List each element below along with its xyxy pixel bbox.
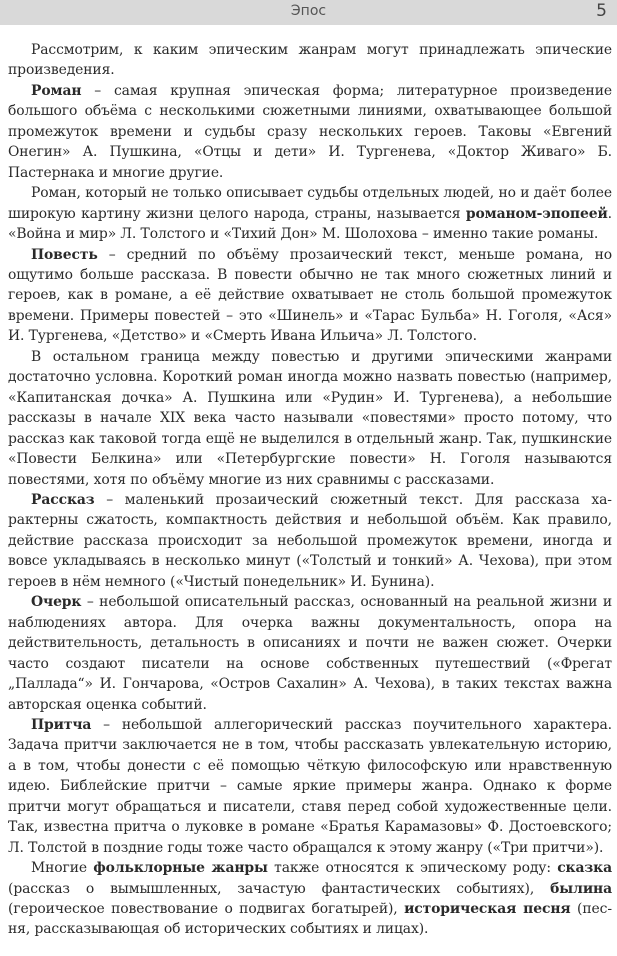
paragraph (8, 40, 612, 81)
paragraph (8, 858, 612, 940)
term-bold: Повесть (31, 246, 98, 263)
text-run: (рассказ о вымышленных, зачастую фантастических событиях), (8, 880, 551, 897)
running-title: Эпос (290, 3, 327, 19)
paragraph (8, 347, 612, 490)
text-run: – самая крупная эпическая форма; литературное произведение большого объёма с несколькими сюжетными линиями, охватывающее большой промежуток времени и судьбы сразу нескольких героев. Таковы «Евгений Онегин» А. Пушкина, «Отцы и дети» И. Тургенева, «Доктор Живаго» Б. Пастернака и многие другие. (8, 82, 612, 181)
text-run: (песня, рассказывающая об исторических событиях и лицах). (8, 901, 613, 938)
term-bold: былина (550, 880, 612, 897)
term-bold: фольклорные жанры (93, 860, 268, 877)
term-bold: Притча (31, 716, 92, 733)
term-bold: Роман (31, 82, 82, 99)
text-run: В остальном граница между повестью и другими эпическими жанрами достаточно условна. Короткий роман иногда можно назвать повестью (например, «Капитанская дочка» А. Пушкина или «Рудин» И. Тургенева), а небольшие рассказы в начале XIX века часто называли «повестями» просто потому, что рассказ как таковой тогда ещё не выделился в отдельный жанр. Так, пушкинские «Повести Белкина» или «Петербургские повести» Н. Гоголя называются повестями, хотя по объёму многие из них сравнимы с рассказами. (8, 348, 612, 488)
text-run: (героическое повествование о подвигах богатырей), (8, 901, 405, 918)
text-run: также относятся к эпическому роду: (267, 860, 558, 877)
text-run: . «Война и мир» Л. Толстого и «Тихий Дон» М. Шолохова – именно такие романы. (8, 205, 612, 243)
paragraph (8, 715, 612, 858)
text-run: Рассмотрим, к каким эпическим жанрам могут принадлежать эпические произведения. (8, 42, 612, 79)
text-run: Многие (31, 860, 94, 877)
term-bold: Очерк (31, 594, 82, 611)
term-bold: романом-эпопеей (465, 205, 608, 222)
term-bold: Рассказ (31, 491, 95, 508)
paragraph (8, 183, 612, 244)
paragraph (8, 592, 612, 715)
running-header (0, 0, 617, 25)
text-run: – маленький прозаический сюжетный текст. Для рассказа характерны сжатость, компактность действия и небольшой объём. Как правило, действие рассказа происходит за небольшой промежуток времени, иногда и вовсе укладываясь в несколько минут («Толстый и тонкий» А. Чехова), при этом героев в нём немного («Чистый понедельник» И. Бунина). (8, 491, 612, 590)
paragraph (8, 490, 612, 592)
text-run: – небольшой описательный рассказ, основанный на реальной жизни и наблюдениях автора. Для очерка важны документальность, опора на действительность, детальность в описаниях и почти не важен сюжет. Очерки часто создают писатели на основе собственных путешествий («Фрегат „Паллада“» И. Гончарова, «Остров Сахалин» А. Чехова), в таких текстах важна авторская оценка событий. (8, 594, 612, 713)
text-run: Роман, который не только описывает судьбы отдельных людей, но и даёт более широкую картину жизни целого народа, страны, называется (8, 185, 612, 222)
paragraph (8, 81, 612, 183)
page-number: 5 (596, 1, 607, 21)
paragraph (8, 245, 612, 347)
body-text (8, 40, 612, 940)
text-run: – небольшой аллегорический рассказ поучительного характера. Задача притчи заключается не в том, чтобы рассказать увлекательную историю, а в том, чтобы донести с её помощью чёткую философскую или нравственную идею. Библейские притчи – самые яркие примеры жанра. Однако к форме притчи могут обращаться и писатели, ставя перед собой художественные цели. Так, известна притча о луковке в романе «Братья Карамазовы» Ф. Достоевского; Л. Толстой в поздние годы тоже часто обращался к этому жанру («Три притчи»). (8, 716, 612, 856)
text-run: – средний по объёму прозаический текст, меньше романа, но ощутимо больше рассказа. В повести обычно не так много сюжетных линий и героев, как в романе, а её действие охватывает не столь большой промежуток времени. Примеры повестей – это «Шинель» и «Тарас Бульба» Н. Гоголя, «Ася» И. Тургенева, «Детство» и «Смерть Ивана Ильича» Л. Толстого. (8, 246, 612, 345)
term-bold: историческая песня (404, 901, 571, 918)
term-bold: сказка (557, 860, 612, 877)
